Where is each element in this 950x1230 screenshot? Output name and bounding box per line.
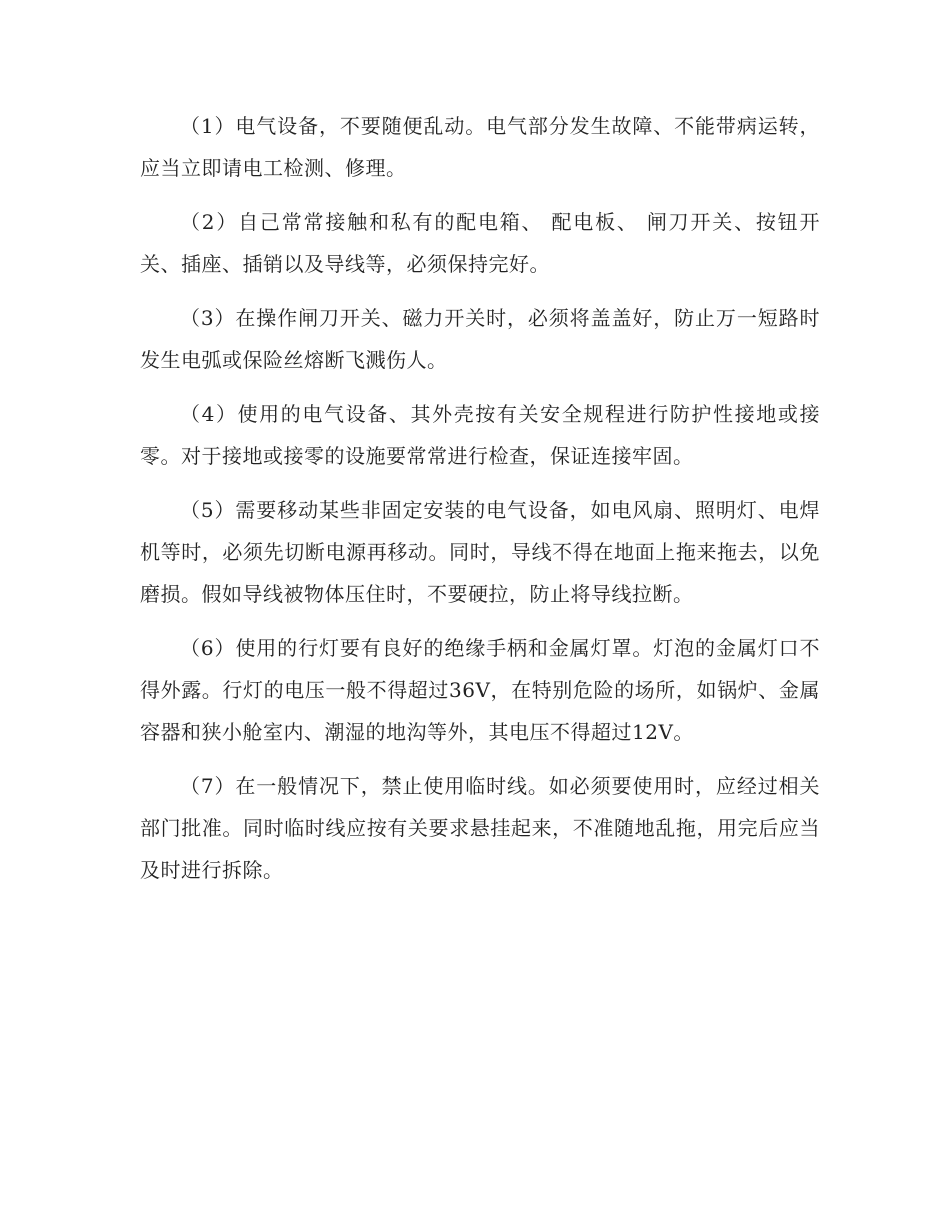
paragraph-4: （4）使用的电气设备、其外壳按有关安全规程进行防护性接地或接零。对于接地或接零的设施要常常进行检查，保证连接牢固。: [140, 402, 820, 468]
paragraph-3: （3）在操作闸刀开关、磁力开关时，必须将盖盖好，防止万一短路时发生电弧或保险丝熔断飞溅伤人。: [140, 306, 820, 372]
paragraph-2: （2）自己常常接触和私有的配电箱、 配电板、 闸刀开关、按钮开关、插座、插销以及导线等，必须保持完好。: [140, 210, 820, 276]
paragraph-6: （6）使用的行灯要有良好的绝缘手柄和金属灯罩。灯泡的金属灯口不得外露。行灯的电压一般不得超过36V，在特别危险的场所，如锅炉、金属容器和狭小舱室内、潮湿的地沟等外，其电压不得超过12V。: [140, 636, 820, 744]
paragraph-5: （5）需要移动某些非固定安装的电气设备，如电风扇、照明灯、电焊机等时，必须先切断电源再移动。同时，导线不得在地面上拖来拖去，以免磨损。假如导线被物体压住时，不要硬拉，防止将导线拉断。: [140, 498, 820, 606]
document-body: [140, 105, 820, 903]
paragraph-7: （7）在一般情况下，禁止使用临时线。如必须要使用时，应经过相关部门批准。同时临时线应按有关要求悬挂起来，不准随地乱拖，用完后应当及时进行拆除。: [140, 774, 820, 882]
paragraph-1: （1）电气设备，不要随便乱动。电气部分发生故障、不能带病运转，应当立即请电工检测、修理。: [140, 114, 820, 180]
